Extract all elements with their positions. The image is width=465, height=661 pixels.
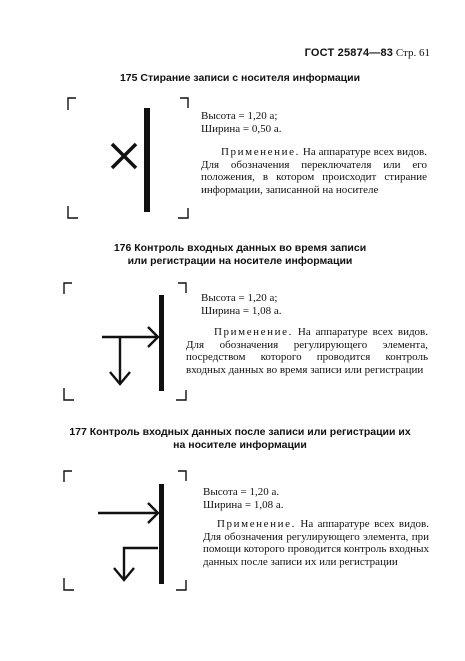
section-175-usage-lead: Применение. [221,146,300,158]
section-175-title [40,72,440,85]
corner-top-right [178,283,186,293]
section-177-height: Высота = 1,20 а. [203,486,280,498]
frame-corners [64,283,186,400]
section-175-figure [62,96,194,224]
vertical-bar [159,484,164,584]
section-177-dimensions [203,486,283,512]
right-arrow-icon [102,327,158,347]
section-177-title-line1: 177 Контроль входных данных после записи или регистрации их [69,426,411,438]
section-175-width: Ширина = 0,50 а. [201,123,282,135]
corner-bottom-left [68,206,78,218]
corner-bottom-left [64,578,74,590]
section-176-height: Высота = 1,20 а; [201,292,278,304]
corner-bottom-right [176,390,186,400]
corner-top-left [64,283,72,294]
x-cross-icon [112,144,136,168]
right-arrow-icon [98,503,158,523]
page-number: Стр. 61 [395,47,430,59]
corner-top-right [178,471,186,481]
section-175-height: Высота = 1,20 а; [201,110,278,122]
input-control-after-record-symbol [58,468,193,596]
section-176-title-line1: 176 Контроль входных данных во время записи [113,242,367,254]
corner-bottom-left [64,388,74,400]
standard-number: ГОСТ 25874—83 [304,47,394,59]
section-175-usage-text: На аппаратуре всех видов. Для обозначения переключателя или его положения, в котором происходит стирание информации, записанной на носителе [201,146,427,196]
section-176-title-line2: или регистрации на носителе информации [127,255,353,267]
corner-top-right [180,98,188,108]
section-177-title [30,426,450,452]
section-177-usage-text: На аппаратуре всех видов. Для обозначения регулирующего элемента, при помощи которого проводится контроль входных данных после записи их или регистрации [203,518,429,568]
section-176-title [40,242,440,268]
section-176-usage [186,326,428,376]
page-header [305,47,430,59]
return-down-arrow-icon [114,548,158,580]
vertical-bar [144,108,150,212]
section-176-figure [58,280,193,406]
section-176-usage-lead: Применение. [214,326,293,338]
section-175-title-line1: 175 Стирание записи с носителя информации [119,72,361,84]
down-arrow-icon [110,337,130,384]
erase-record-symbol [62,96,194,224]
vertical-bar [159,295,164,391]
section-177-usage-lead: Применение. [217,518,296,530]
section-177-usage [203,518,429,568]
section-175-usage [201,146,427,196]
corner-top-left [68,98,76,110]
section-177-title-line2: на носителе информации [173,439,307,451]
section-177-figure [58,468,193,596]
section-176-width: Ширина = 1,08 а. [201,305,282,317]
section-177-width: Ширина = 1,08 а. [203,499,284,511]
corner-top-left [64,471,72,482]
corner-bottom-right [176,580,186,590]
corner-bottom-right [178,208,188,218]
section-176-usage-text: На аппаратуре всех видов. Для обозначения регулирующего элемента, посредством которого проводится контроль входных данных во время записи или регистрации [186,326,428,376]
section-175-dimensions [201,110,281,136]
section-176-dimensions [201,292,281,318]
input-control-during-record-symbol [58,280,193,406]
